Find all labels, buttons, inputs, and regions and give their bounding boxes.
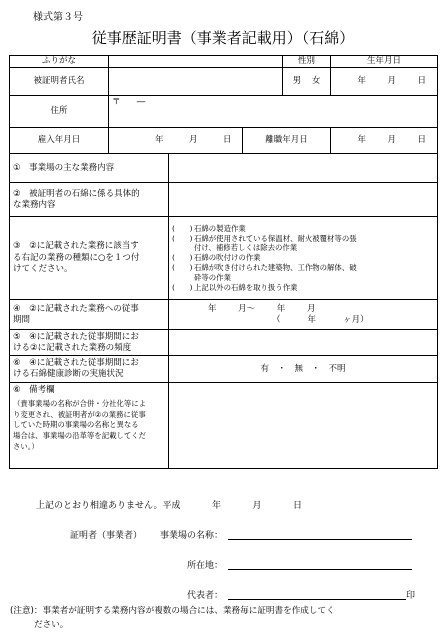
leave-year: 年 — [357, 135, 367, 146]
sex-label: 性別 — [283, 56, 331, 68]
location-label: 所在地： — [187, 561, 224, 571]
remarks-label — [10, 383, 169, 469]
q5-field[interactable] — [169, 330, 438, 356]
q3-label — [10, 217, 169, 300]
header-row — [10, 56, 438, 68]
postal-mark: 〒 — [112, 97, 121, 108]
q5-line: ける②に記載された業務の頻度 — [13, 342, 132, 353]
q4-label — [10, 300, 169, 330]
work-type-option[interactable]: ( )石綿が吹き付けられた建築物、工作物の解体、破 — [172, 263, 357, 273]
name-row — [10, 68, 438, 96]
remarks-field[interactable] — [169, 383, 438, 469]
q2-line: ② 被証明者の石綿に係る具体的 — [13, 188, 140, 199]
certify-statement — [36, 498, 302, 511]
q6-label — [10, 356, 169, 383]
birth-year: 年 — [357, 76, 367, 87]
leave-date-label: 離職年月日 — [243, 128, 331, 154]
address-label: 住所 — [10, 96, 109, 128]
q4-row — [10, 300, 438, 330]
work-type-option[interactable]: ( )石綿が使用されている保温材、耐火被覆材等の張 — [172, 233, 357, 243]
period-field[interactable] — [169, 300, 438, 330]
form-title: 従事歴証明書（事業者記載用）（石綿） — [91, 29, 355, 47]
q2-label — [10, 183, 169, 217]
q6-line: ける石綿健康診断の実施状況 — [13, 369, 124, 380]
birth-day: 日 — [417, 76, 427, 87]
q6-line: ⑥ ④に記載された従事期間にお — [13, 358, 139, 368]
certifier-label: 証明者（事業者） — [70, 531, 143, 541]
q5-row — [10, 330, 438, 356]
hire-day: 日 — [222, 135, 232, 146]
q4-line: 期間 — [13, 314, 31, 325]
leave-day: 日 — [417, 135, 427, 146]
business-name-input[interactable] — [228, 539, 412, 540]
birthdate-label: 生年月日 — [331, 56, 438, 68]
q2-field[interactable] — [169, 183, 438, 217]
work-type-option-cont: 砕等の作業 — [194, 273, 231, 283]
postal-dash: ― — [136, 97, 146, 108]
business-name-label: 事業場の名称： — [160, 531, 224, 541]
remarks-title: ⑥ 備考欄 — [13, 385, 55, 396]
certify-day: 日 — [293, 501, 303, 511]
sex-field[interactable] — [283, 68, 331, 96]
hire-year: 年 — [154, 135, 164, 146]
q6-row — [10, 356, 438, 383]
q4-line: ④ ②に記載された業務への従事 — [13, 303, 139, 314]
address-row — [10, 96, 438, 128]
q3-line: ③ ②に記載された業務に該当す — [13, 241, 139, 252]
period-start-month: 月 — [238, 303, 247, 314]
certify-year: 年 — [212, 501, 222, 511]
period-open-paren: （ — [272, 314, 281, 325]
exam-options[interactable]: 有 ・ 無 ・ 不明 — [169, 356, 438, 383]
remarks-note: （貴事業場の名称が合併・分社化等によ り変更され、被証明者が②の業務に従事 していた時期の事業場の名称と異なる 場合は、事業場の沿革等を記載してくだ さい。） — [13, 398, 147, 451]
birth-month: 月 — [387, 76, 397, 87]
q3-row — [10, 217, 438, 300]
hire-month: 月 — [188, 135, 198, 146]
furigana-field[interactable] — [109, 56, 283, 68]
work-type-option[interactable]: ( )石綿の製造作業 — [172, 223, 246, 233]
certify-text: 上記のとおり相違ありません。平成 — [36, 501, 181, 511]
certificate-table — [9, 55, 438, 469]
q1-field[interactable] — [169, 154, 438, 183]
q1-label: ① 事業場の主な業務内容 — [10, 154, 169, 183]
period-start-year: 年 — [208, 303, 217, 314]
q5-line: ⑤ ④に記載された従事期間にお — [13, 331, 139, 342]
furigana-label: ふりがな — [10, 56, 109, 68]
period-end-month: 月 — [306, 303, 316, 314]
name-label: 被証明者氏名 — [10, 68, 109, 96]
sex-female[interactable]: 女 — [311, 76, 321, 87]
hire-date-label: 雇入年月日 — [10, 128, 109, 154]
work-type-option[interactable]: ( )石綿の吹付けの作業 — [172, 253, 261, 263]
sex-male[interactable]: 男 — [292, 76, 302, 87]
period-total-months: ヶ月） — [343, 314, 369, 325]
q3-line: けてください。 — [13, 264, 73, 275]
representative-label: 代表者： — [187, 591, 224, 601]
q2-line: な業務内容 — [13, 199, 56, 210]
location-input[interactable] — [228, 569, 412, 570]
q5-label — [10, 330, 169, 356]
work-type-list — [169, 217, 438, 300]
note-line: (注意)：事業者が証明する業務内容が複数の場合には、業務毎に証明書を作成してく — [10, 606, 335, 616]
period-total-year: 年 — [307, 314, 317, 325]
leave-date-field[interactable] — [331, 128, 438, 154]
note-line-2: ださい。 — [34, 620, 69, 630]
remarks-row — [10, 383, 438, 469]
period-tilde: ～ — [246, 303, 256, 314]
period-end-year: 年 — [276, 303, 286, 314]
q2-row — [10, 183, 438, 217]
leave-month: 月 — [387, 135, 397, 146]
work-type-option[interactable]: ( )上記以外の石綿を取り扱う作業 — [172, 283, 298, 293]
hire-date-field[interactable] — [109, 128, 243, 154]
representative-input[interactable] — [228, 599, 406, 600]
q3-line: る右記の業務の種類に○を１つ付 — [13, 252, 140, 263]
birthdate-field[interactable] — [331, 68, 438, 96]
form-number: 様式第３号 — [33, 12, 83, 23]
q1-row — [10, 154, 438, 183]
address-field[interactable] — [109, 96, 438, 128]
name-field[interactable] — [109, 68, 283, 96]
work-type-option-cont: 付け、補修若しくは除去の作業 — [194, 243, 298, 253]
certify-month: 月 — [252, 501, 262, 511]
employment-row — [10, 128, 438, 154]
seal-mark: 印 — [406, 591, 416, 601]
